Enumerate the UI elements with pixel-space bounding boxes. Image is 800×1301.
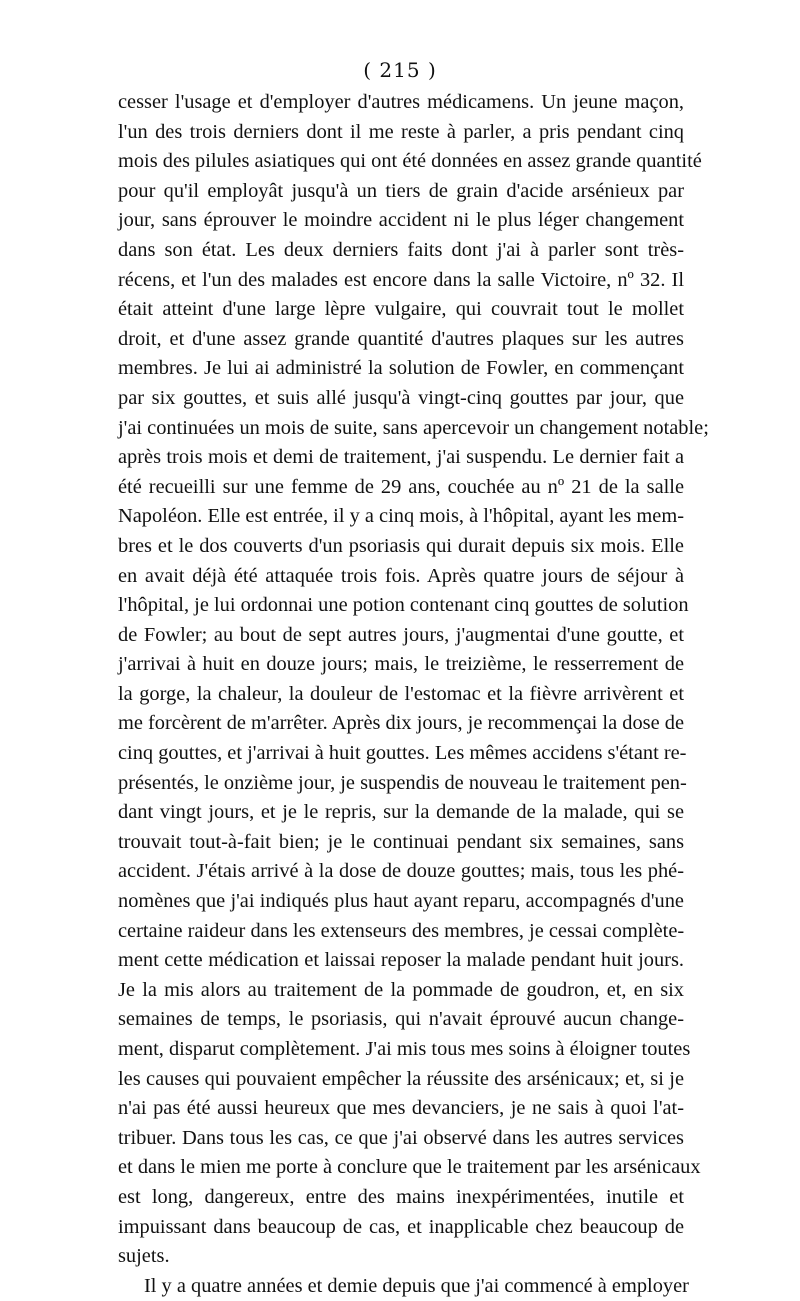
text-line: me forcèrent de m'arrêter. Après dix jours, je recommençai la dose de (118, 712, 684, 735)
text-line: bres et le dos couverts d'un psoriasis qui durait depuis six mois. Elle (118, 534, 684, 557)
text-line: et dans le mien me porte à conclure que le traitement par les arsénicaux (118, 1156, 701, 1179)
text-line: membres. Je lui ai administré la solution de Fowler, en commençant (118, 357, 684, 380)
text-line: ment, disparut complètement. J'ai mis tous mes soins à éloigner toutes (118, 1038, 691, 1060)
text-line: présentés, le onzième jour, je suspendis de nouveau le traitement pen- (118, 771, 687, 794)
text-line: mois des pilules asiatiques qui ont été données en assez grande quantité (118, 150, 702, 173)
text-line: impuissant dans beaucoup de cas, et inapplicable chez beaucoup de (118, 1215, 684, 1238)
text-line-paragraph-end: sujets. (118, 1245, 170, 1268)
text-line: de Fowler; au bout de sept autres jours, j'augmentai d'une goutte, et (118, 623, 684, 646)
text-line: était atteint d'une large lèpre vulgaire, qui couvrait tout le mollet (118, 298, 684, 321)
text-line: été recueilli sur une femme de 29 ans, couchée au nº 21 de la salle (118, 475, 684, 498)
text-line: dans son état. Les deux derniers faits dont j'ai à parler sont très- (118, 238, 684, 261)
text-line: cesser l'usage et d'employer d'autres médicamens. Un jeune maçon, (118, 91, 684, 113)
text-line: semaines de temps, le psoriasis, qui n'avait éprouvé aucun change- (118, 1008, 684, 1031)
text-line: j'arrivai à huit en douze jours; mais, le treizième, le resserrement de (118, 653, 684, 676)
text-line-paragraph-start: Il y a quatre années et demie depuis que j'ai commencé à employer (144, 1274, 689, 1297)
text-line: après trois mois et demi de traitement, j'ai suspendu. Le dernier fait a (118, 446, 684, 469)
text-line: récens, et l'un des malades est encore dans la salle Victoire, nº 32. Il (118, 268, 684, 291)
text-line: ment cette médication et laissai reposer la malade pendant huit jours. (118, 949, 684, 972)
text-line: Napoléon. Elle est entrée, il y a cinq mois, à l'hôpital, ayant les mem- (118, 505, 684, 528)
text-line: cinq gouttes, et j'arrivai à huit gouttes. Les mêmes accidens s'étant re- (118, 742, 687, 765)
text-line: dant vingt jours, et je le repris, sur la demande de la malade, qui se (118, 801, 684, 824)
text-line: tribuer. Dans tous les cas, ce que j'ai observé dans les autres services (118, 1126, 684, 1149)
text-line: l'un des trois derniers dont il me reste à parler, a pris pendant cinq (118, 120, 684, 143)
body-text (118, 88, 709, 1301)
text-line: droit, et d'une assez grande quantité d'autres plaques sur les autres (118, 327, 684, 350)
text-line: jour, sans éprouver le moindre accident ni le plus léger changement (118, 209, 684, 232)
text-line: n'ai pas été aussi heureux que mes devanciers, je ne sais à quoi l'at- (118, 1097, 684, 1120)
text-line: par six gouttes, et suis allé jusqu'à vingt-cinq gouttes par jour, que (118, 386, 684, 409)
text-line: accident. J'étais arrivé à la dose de douze gouttes; mais, tous les phé- (118, 860, 684, 883)
page-number: ( 215 ) (363, 58, 437, 82)
text-line: pour qu'il employât jusqu'à un tiers de grain d'acide arsénieux par (118, 179, 684, 202)
text-line: nomènes que j'ai indiqués plus haut ayant reparu, accompagnés d'une (118, 890, 684, 913)
text-line: trouvait tout-à-fait bien; je le continuai pendant six semaines, sans (118, 830, 684, 853)
text-line: l'hôpital, je lui ordonnai une potion contenant cinq gouttes de solution (118, 594, 689, 617)
text-line: les causes qui pouvaient empêcher la réussite des arsénicaux; et, si je (118, 1067, 684, 1090)
text-line: j'ai continuées un mois de suite, sans apercevoir un changement notable; (118, 416, 709, 439)
text-line: en avait déjà été attaquée trois fois. Après quatre jours de séjour à (118, 564, 684, 587)
text-line: la gorge, la chaleur, la douleur de l'estomac et la fièvre arrivèrent et (118, 682, 684, 705)
text-line: Je la mis alors au traitement de la pommade de goudron, et, en six (118, 978, 684, 1001)
text-line: est long, dangereux, entre des mains inexpérimentées, inutile et (118, 1185, 684, 1208)
text-line: certaine raideur dans les extenseurs des membres, je cessai complète- (118, 919, 685, 942)
